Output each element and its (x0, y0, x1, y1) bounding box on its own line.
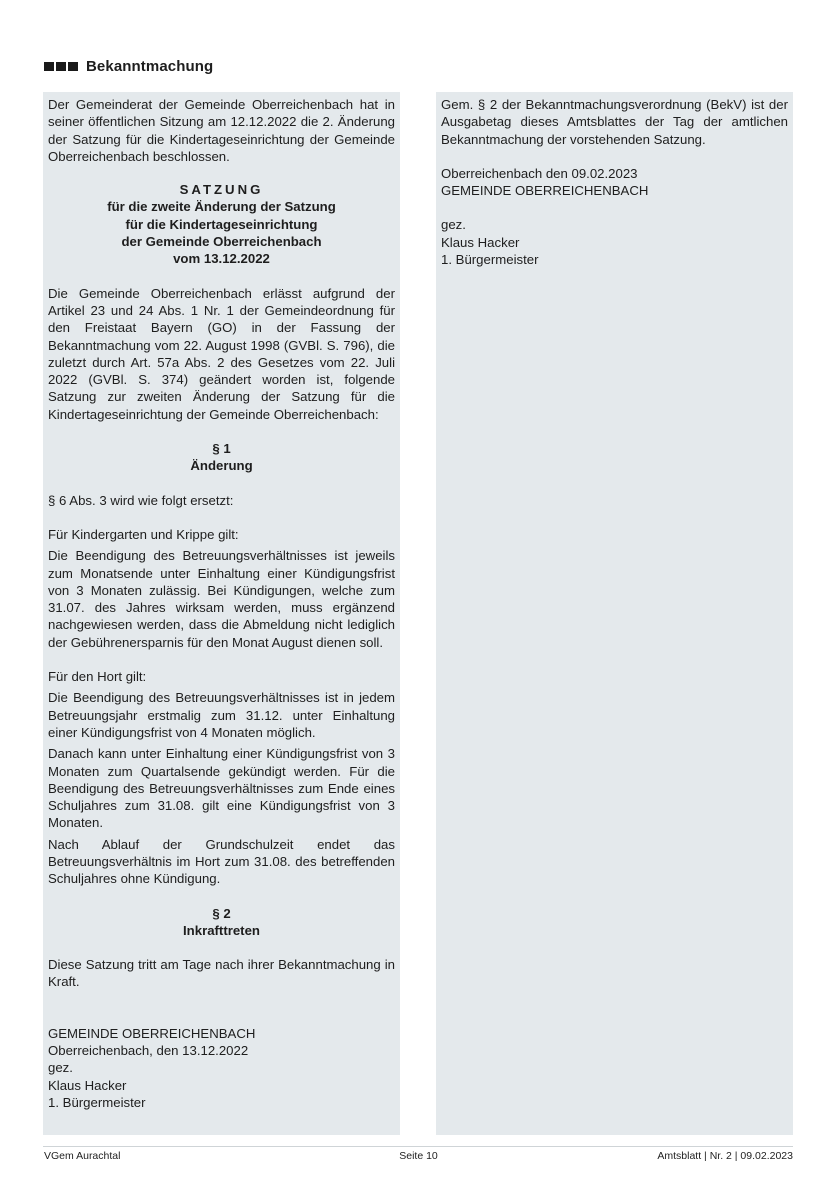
satzung-line: für die Kindertageseinrichtung (125, 216, 318, 232)
signature-name: Klaus Hacker (48, 1077, 127, 1093)
notice-paragraph: Gem. § 2 der Bekanntmachungsverordnung (BekV) ist der Ausgabetag dieses Amtsblattes der Tag der amtlichen Bekanntmachung der vorstehenden Satzung. (441, 97, 788, 147)
footer-divider (43, 1146, 793, 1147)
section2-paragraph: Diese Satzung tritt am Tage nach ihrer Bekanntmachung in Kraft. (48, 957, 395, 990)
bullet-square-icon (44, 62, 54, 71)
section2-heading (48, 905, 395, 940)
satzung-title: SATZUNG (179, 182, 264, 198)
satzung-line: der Gemeinde Oberreichenbach (121, 234, 322, 250)
section1-title: Änderung (190, 458, 253, 474)
kiga-heading: Für Kindergarten und Krippe gilt: (48, 526, 239, 542)
footer-page-number: Seite 10 (399, 1150, 438, 1162)
footer-publisher: VGem Aurachtal (44, 1150, 121, 1162)
section2-number: § 2 (212, 905, 231, 921)
intro-paragraph: Der Gemeinderat der Gemeinde Oberreichenbach hat in seiner öffentlichen Sitzung am 12.12.2022 die 2. Änderung der Satzung für die Kindertageseinrichtung der Gemeinde Oberreichenbach beschlossen. (48, 97, 395, 164)
kiga-paragraph: Die Beendigung des Betreuungsverhältnisses ist jeweils zum Monatsende unter Einhaltung einer Kündigungsfrist von 3 Monaten zulässig. Bei Kündigungen, welche zum 31.07. des Jahres wirksam werden, muss ergänzend nachgewiesen werden, dass die Abmeldung nicht lediglich der Gebührenersparnis für den Monat August dienen soll. (48, 548, 395, 650)
bullet-square-icon (68, 62, 78, 71)
satzung-date: vom 13.12.2022 (173, 251, 270, 267)
section1-number: § 1 (212, 441, 231, 457)
right-name: Klaus Hacker (441, 234, 520, 250)
section-header (44, 58, 213, 75)
hort-paragraph-2: Danach kann unter Einhaltung einer Kündigungsfrist von 3 Monaten zum Quartalsende gekündigt werden. Für die Beendigung des Betreuungsverhältnisses zum Ende eines Schuljahres zum 31.08. gilt eine Kündigungsfrist von 3 Monaten. (48, 746, 395, 831)
hort-heading: Für den Hort gilt: (48, 669, 147, 685)
right-column (436, 92, 793, 1135)
signature-place-date: Oberreichenbach, den 13.12.2022 (48, 1043, 249, 1059)
section-title: Bekanntmachung (86, 58, 214, 75)
hort-paragraph-3: Nach Ablauf der Grundschulzeit endet das Betreuungsverhältnis im Hort zum 31.08. des betreffenden Schuljahres ohne Kündigung. (48, 836, 395, 887)
signature-block (48, 1025, 395, 1111)
section1-heading (48, 440, 395, 475)
right-gez: gez. (441, 217, 466, 233)
signature-org: GEMEINDE OBERREICHENBACH (48, 1025, 256, 1041)
section1-lead: § 6 Abs. 3 wird wie folgt ersetzt: (48, 492, 234, 508)
satzung-line: für die zweite Änderung der Satzung (107, 199, 336, 215)
left-column (43, 92, 400, 1135)
signature-role: 1. Bürgermeister (48, 1094, 146, 1110)
footer-issue: Amtsblatt | Nr. 2 | 09.02.2023 (657, 1150, 793, 1162)
bullet-square-icon (56, 62, 66, 71)
hort-paragraph-1: Die Beendigung des Betreuungsverhältnisses ist in jedem Betreuungsjahr erstmalig zum 31.12. unter Einhaltung einer Kündigungsfrist von 4 Monaten möglich. (48, 690, 395, 740)
satzung-heading (48, 181, 395, 267)
signature-gez: gez. (48, 1060, 73, 1076)
preamble-paragraph: Die Gemeinde Oberreichenbach erlässt aufgrund der Artikel 23 und 24 Abs. 1 Nr. 1 der Gemeindeordnung für den Freistaat Bayern (GO) in der Fassung der Bekanntmachung vom 22. August 1998 (GVBl. S. 796), die zuletzt durch Art. 57a Abs. 2 des Gesetzes vom 22. Juli 2022 (GVBl. S. 374) geändert worden ist, folgende Satzung zur zweiten Änderung der Satzung für die Kindertageseinrichtung der Gemeinde Oberreichenbach: (48, 285, 395, 422)
section2-title: Inkrafttreten (183, 922, 260, 938)
right-role: 1. Bürgermeister (441, 252, 539, 268)
right-place-date: Oberreichenbach den 09.02.2023 (441, 165, 638, 181)
right-org: GEMEINDE OBERREICHENBACH (441, 183, 649, 199)
